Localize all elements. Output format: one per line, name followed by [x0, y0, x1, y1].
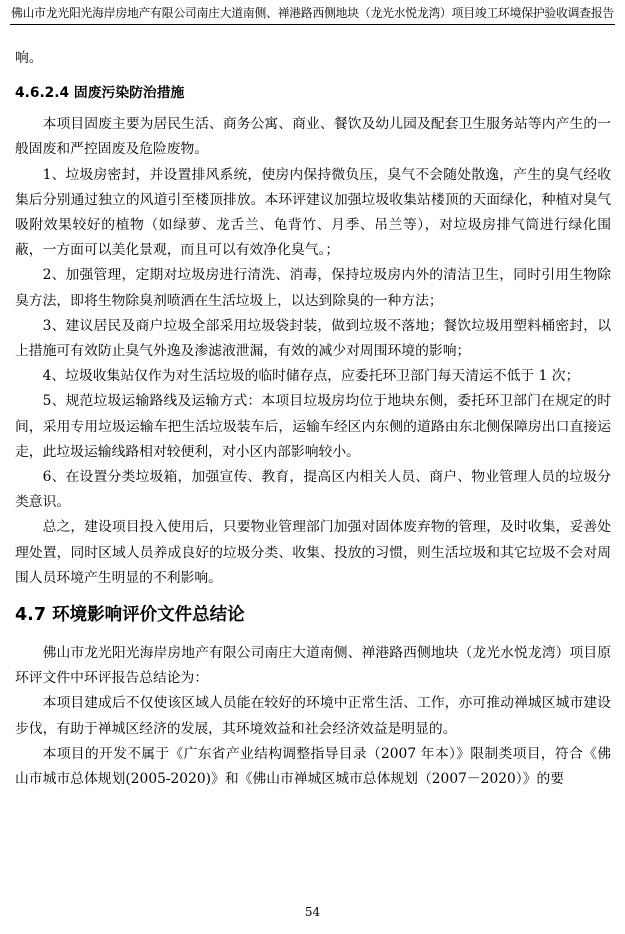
report-header-title: 佛山市龙光阳光海岸房地产有限公司南庄大道南侧、禅港路西侧地块（龙光水悦龙湾）项目竣工环境保护验收调查报告: [10, 6, 615, 20]
measure-item-5: 5、规范垃圾运输路线及运输方式：本项目垃圾房均位于地块东侧，委托环卫部门在规定的时间，采用专用垃圾运输车把生活垃圾装车后，运输车经区内东侧的道路由东北侧保障房出口直接运走，此垃圾运输线路相对较便利，对小区内部影响较小。: [15, 393, 611, 460]
conclusion-paragraph-1: 佛山市龙光阳光海岸房地产有限公司南庄大道南侧、禅港路西侧地块（龙光水悦龙湾）项目原环评文件中环评报告总结论为：: [15, 645, 611, 687]
section-heading-4-7: 4.7 环境影响评价文件总结论: [15, 605, 245, 626]
conclusion-paragraph-3: 本项目的开发不属于《广东省产业结构调整指导目录（2007 年本）》限制类项目，符合《佛山市城市总体规划(2005-2020)》和《佛山市禅城区城市总体规划（2007－2020）》的要: [15, 745, 611, 788]
measure-item-3: 3、建议居民及商户垃圾全部采用垃圾袋封装，做到垃圾不落地；餐饮垃圾用塑料桶密封，以上措施可有效防止臭气外逸及渗滤液泄漏，有效的减少对周围环境的影响；: [15, 317, 611, 360]
measure-item-6: 6、在设置分类垃圾箱，加强宣传、教育，提高区内相关人员、商户、物业管理人员的垃圾分类意识。: [15, 469, 611, 511]
header-divider: [10, 24, 615, 25]
measure-item-4: 4、垃圾收集站仅作为对生活垃圾的临时储存点，应委托环卫部门每天清运不低于 1 次；: [42, 368, 580, 385]
page-body: [15, 46, 611, 792]
continuation-text: 响。: [15, 50, 43, 66]
conclusion-paragraph-2: 本项目建成后不仅使该区域人员能在较好的环境中正常生活、工作，亦可推动禅城区城市建设步伐，有助于禅城区经济的发展，其环境效益和社会经济效益是明显的。: [15, 695, 611, 737]
solid-waste-intro: 本项目固废主要为居民生活、商务公寓、商业、餐饮及幼儿园及配套卫生服务站等内产生的一般固废和严控固废及危险废物。: [15, 116, 611, 158]
section-heading-4-6-2-4: 4.6.2.4 固废污染防治措施: [15, 85, 185, 102]
page-number: 54: [304, 905, 321, 919]
solid-waste-summary: 总之，建设项目投入使用后，只要物业管理部门加强对固体废弃物的管理，及时收集，妥善处理处置，同时区域人员养成良好的垃圾分类、收集、投放的习惯，则生活垃圾和其它垃圾不会对周围人员环境产生明显的不利影响。: [15, 519, 611, 586]
measure-item-2: 2、加强管理，定期对垃圾房进行清洗、消毒，保持垃圾房内外的清洁卫生，同时引用生物除臭方法，即将生物除臭剂喷洒在生活垃圾上，以达到除臭的一种方法；: [15, 267, 611, 309]
measure-item-1: 1、垃圾房密封，并设置排风系统，使房内保持微负压，臭气不会随处散逸，产生的臭气经收集后分别通过独立的风道引至楼顶排放。本环评建议加强垃圾收集站楼顶的天面绿化，种植对臭气吸附效果较好的植物（如绿萝、龙舌兰、龟背竹、月季、吊兰等），对垃圾房排气筒进行绿化围蔽，一方面可以美化景观，而且可以有效净化臭气。；: [15, 166, 611, 259]
